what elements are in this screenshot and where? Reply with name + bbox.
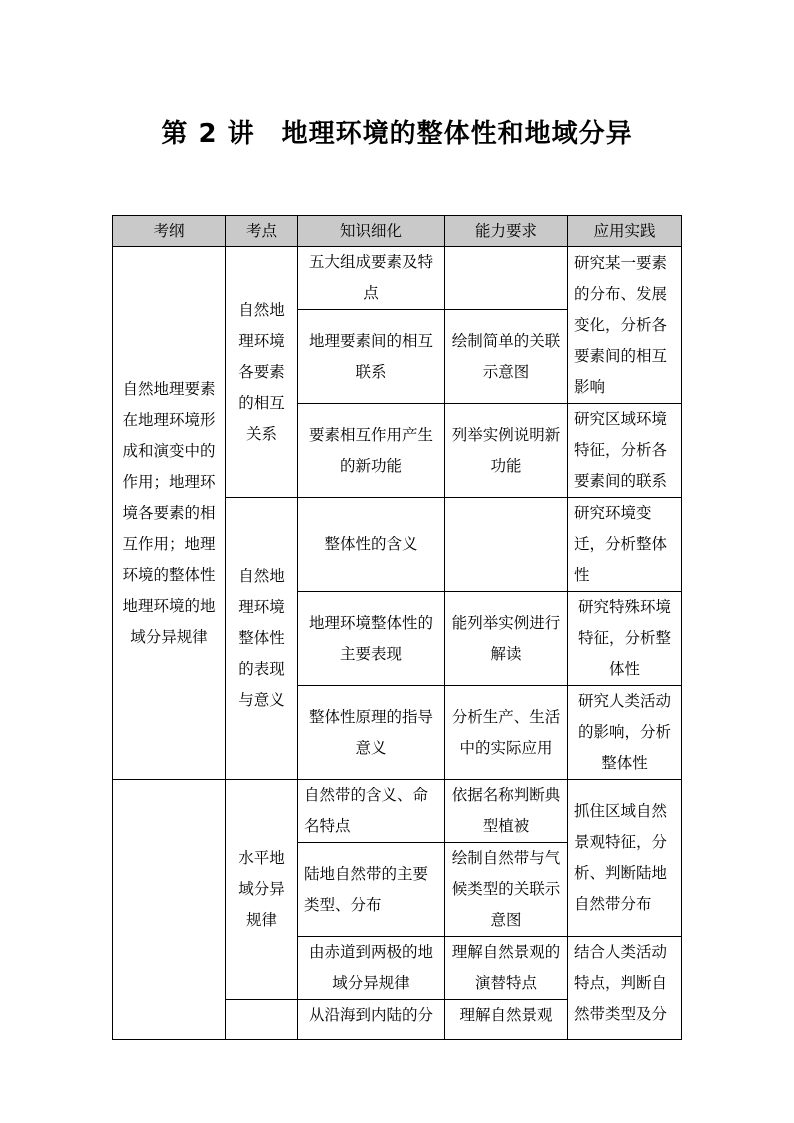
application-cell: 研究某一要素的分布、发展变化，分析各要素间的相互影响 <box>568 247 682 404</box>
ability-cell: 列举实例说明新功能 <box>445 404 568 498</box>
knowledge-cell: 自然带的含义、命名特点 <box>298 780 445 843</box>
application-cell: 研究环境变迁，分析整体性 <box>568 498 682 592</box>
page-title: 第 2 讲 地理环境的整体性和地域分异 <box>161 119 633 149</box>
header-kaogang: 考纲 <box>113 216 226 247</box>
header-row <box>113 216 682 247</box>
ability-cell: 理解自然景观 <box>445 1000 568 1040</box>
syllabus-table <box>112 215 682 1040</box>
ability-cell <box>445 498 568 592</box>
application-cell: 研究人类活动的影响，分析整体性 <box>568 686 682 780</box>
ability-cell: 绘制自然带与气候类型的关联示意图 <box>445 843 568 937</box>
ability-cell: 能列举实例进行解读 <box>445 592 568 686</box>
knowledge-cell: 由赤道到两极的地域分异规律 <box>298 937 445 1000</box>
knowledge-cell: 从沿海到内陆的分 <box>298 1000 445 1040</box>
knowledge-cell: 要素相互作用产生的新功能 <box>298 404 445 498</box>
ability-cell: 依据名称判断典型植被 <box>445 780 568 843</box>
header-ability: 能力要求 <box>445 216 568 247</box>
header-knowledge: 知识细化 <box>298 216 445 247</box>
application-cell: 研究特殊环境特征，分析整体性 <box>568 592 682 686</box>
kaogang-empty-cell <box>113 780 226 1040</box>
knowledge-cell: 陆地自然带的主要类型、分布 <box>298 843 445 937</box>
syllabus-table-wrapper <box>112 215 681 1024</box>
ability-cell: 分析生产、生活中的实际应用 <box>445 686 568 780</box>
kaodian-cell: 自然地理环境整体性的表现与意义 <box>226 498 298 780</box>
knowledge-cell: 地理要素间的相互联系 <box>298 310 445 404</box>
header-application: 应用实践 <box>568 216 682 247</box>
ability-cell: 绘制简单的关联示意图 <box>445 310 568 404</box>
ability-cell: 理解自然景观的演替特点 <box>445 937 568 1000</box>
kaogang-cell: 自然地理要素在地理环境形成和演变中的作用；地理环境各要素的相互作用；地理环境的整体性地理环境的地域分异规律 <box>113 247 226 780</box>
application-cell: 研究区域环境特征，分析各要素间的联系 <box>568 404 682 498</box>
knowledge-cell: 整体性原理的指导意义 <box>298 686 445 780</box>
table-row <box>113 780 682 843</box>
application-cell: 结合人类活动特点，判断自然带类型及分 <box>568 937 682 1040</box>
knowledge-cell: 五大组成要素及特点 <box>298 247 445 310</box>
knowledge-cell: 整体性的含义 <box>298 498 445 592</box>
table-row <box>113 247 682 310</box>
kaodian-cell: 自然地理环境各要素的相互关系 <box>226 247 298 498</box>
kaodian-empty-cell <box>226 1000 298 1040</box>
header-kaodian: 考点 <box>226 216 298 247</box>
knowledge-cell: 地理环境整体性的主要表现 <box>298 592 445 686</box>
application-cell: 抓住区域自然景观特征，分析、判断陆地自然带分布 <box>568 780 682 937</box>
ability-cell <box>445 247 568 310</box>
kaodian-cell: 水平地域分异规律 <box>226 780 298 1000</box>
